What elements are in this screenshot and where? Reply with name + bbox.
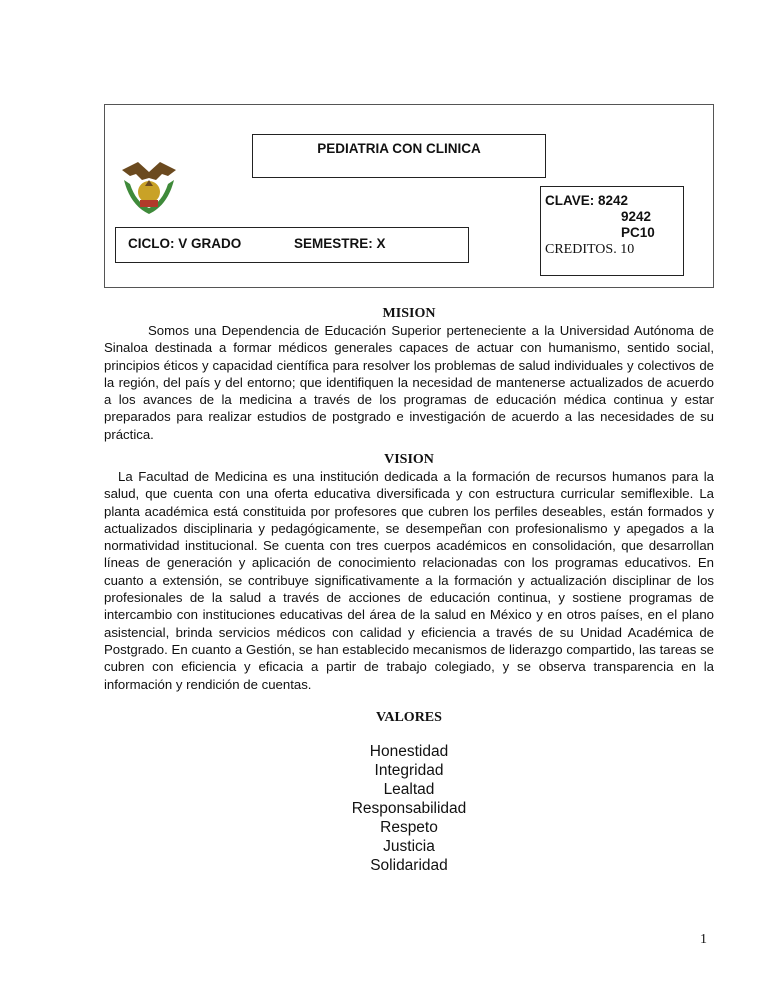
clave-line-2: 9242	[621, 209, 652, 224]
clave-line-3: PC10	[621, 225, 655, 240]
university-emblem-icon	[118, 156, 180, 218]
vision-heading: VISION	[384, 452, 434, 467]
valor-item: Integridad	[374, 762, 444, 779]
page-number: 1	[700, 932, 707, 947]
semestre-label: SEMESTRE: X	[294, 236, 386, 251]
mision-paragraph: Somos una Dependencia de Educación Superior perteneciente a la Universidad Autónoma de Sinaloa destinada a formar médicos generales capaces de actuar con humanismo, sentido social, principios éticos y capacidad científica para resolver los problemas de salud individuales y colectivos de la región, del país y del entorno; que identifiquen la necesidad de mantenerse actualizados de acuerdo a los avances de la medicina a través de los programas de educación médica continua y estar preparados para realizar estudios de postgrado e investigación de acuerdo a las necesidades de su práctica.	[104, 323, 714, 442]
mision-heading: MISION	[382, 306, 436, 321]
ciclo-label: CICLO: V GRADO	[128, 236, 242, 251]
ciclo-box	[115, 227, 469, 263]
course-title-box	[252, 134, 546, 178]
vision-paragraph: La Facultad de Medicina es una institución dedicada a la formación de recursos humanos para la salud, que cuenta con una oferta educativa diversificada y con estructura curricular semiflexible. La planta académica está constituida por profesores que cubren los perfiles deseables, están formados y actualizados disciplinaria y pedagógicamente, se desempeñan con profesionalismo y apegados a la normatividad institucional. Se cuenta con tres cuerpos académicos en consolidación, que desarrollan líneas de generación y aplicación de conocimiento relacionadas con los programas educativos. En cuanto a extensión, se contribuye significativamente a la formación y actualización disciplinar de los profesionales de la salud a través de acciones de educación continua, y sostiene programas de intercambio con instituciones educativas del área de la salud en México y en otros países, en el plano asistencial, brinda servicios médicos con calidad y eficiencia a través de su Unidad Académica de Postgrado. En cuanto a Gestión, se han establecido mecanismos de liderazgo compartido, las tareas se cubren con eficiencia y eficacia a partir de trabajo colegiado, y se observa transparencia en la información y rendición de cuentas.	[104, 469, 714, 692]
valores-list	[104, 742, 714, 875]
valor-item: Responsabilidad	[351, 800, 467, 817]
valor-item: Respeto	[380, 819, 438, 836]
clave-box	[540, 186, 684, 276]
course-title: PEDIATRIA CON CLINICA	[317, 141, 481, 156]
valor-item: Honestidad	[369, 743, 449, 760]
creditos-label: CREDITOS. 10	[545, 242, 635, 257]
valor-item: Solidaridad	[370, 857, 448, 874]
valor-item: Lealtad	[383, 781, 435, 798]
valor-item: Justicia	[383, 838, 435, 855]
clave-line-1: CLAVE: 8242	[545, 193, 629, 208]
valores-heading: VALORES	[376, 710, 442, 725]
